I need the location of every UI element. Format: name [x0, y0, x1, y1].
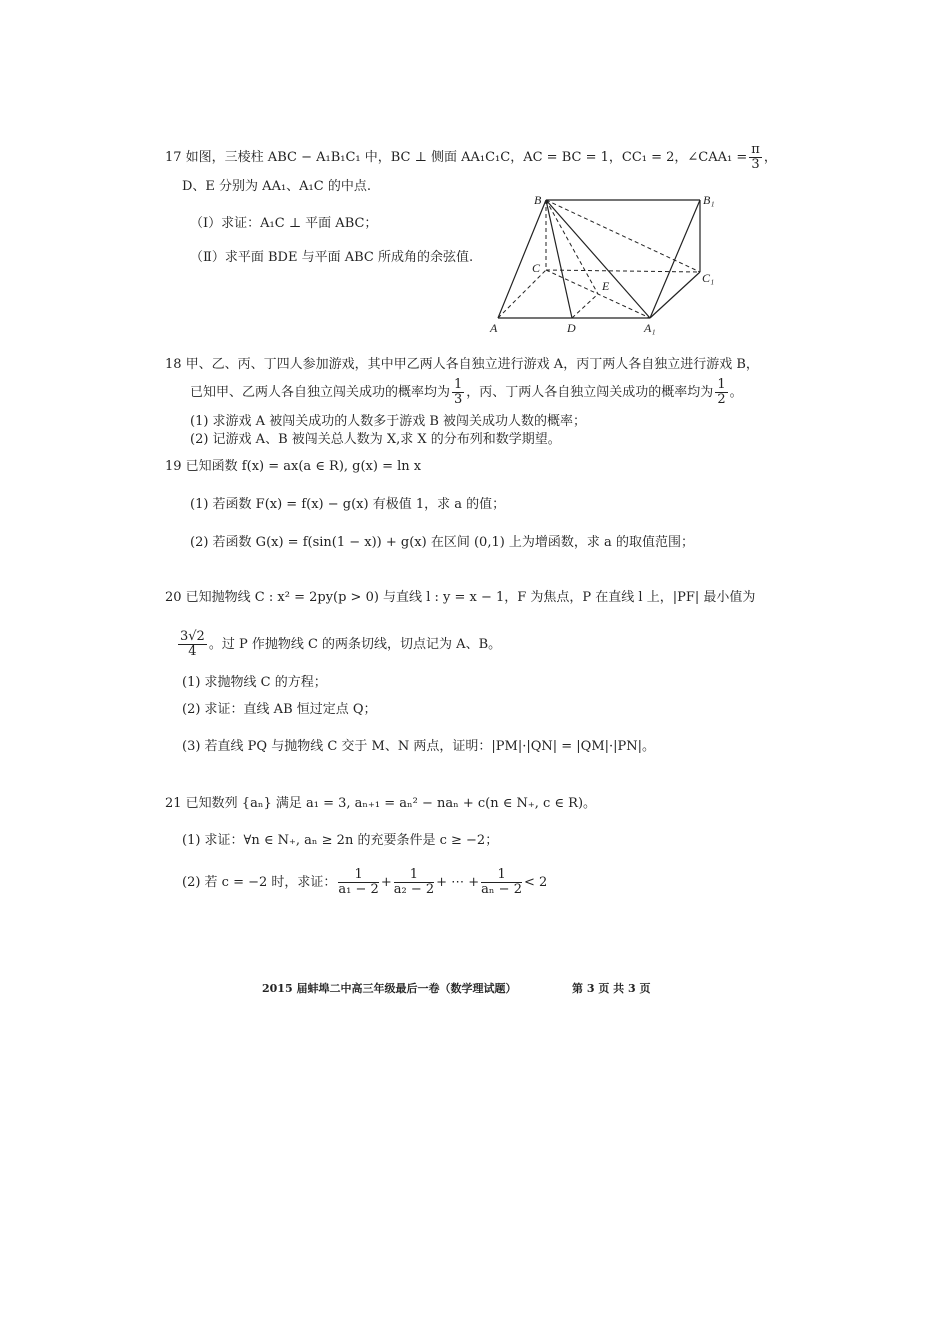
q20-line2: $\frac{3√2}{4}$ 。过 P 作抛物线 C 的两条切线，切点记为 A、B。	[180, 629, 502, 659]
edge-B1-A1	[650, 200, 700, 318]
q20-stem: 20 已知抛物线 C : x² = 2py(p > 0) 与直线 l : y = x − 1，F 为焦点，P 在直线 l 上，|PF| 最小值为	[165, 590, 756, 605]
q17-line2: D、E 分别为 AA₁、A₁C 的中点.	[182, 179, 371, 194]
label-C1: C₁	[702, 271, 715, 285]
q21-part1: (1) 求证：∀n ∈ N₊, aₙ ≥ 2n 的充要条件是 c ≥ −2；	[182, 833, 499, 848]
q19-part2: (2) 若函数 G(x) = f(sin(1 − x)) + g(x) 在区间 (0,1) 上为增函数，求 a 的取值范围；	[190, 535, 694, 550]
q21-part2: (2) 若 c = −2 时，求证： $\frac{1}{\text{a₁ − 2}}$ + $\frac{1}{\text{a₂ − 2}}$ + ⋯ + $\frac{1}{\text{aₙ − 2}}$ < 2	[182, 867, 548, 897]
footer-title: 2015 届蚌埠二中高三年级最后一卷（数学理试题）	[262, 982, 517, 995]
q18-part1: (1) 求游戏 A 被闯关成功的人数多于游戏 B 被闯关成功人数的概率；	[190, 414, 587, 429]
q18-part2: (2) 记游戏 A、B 被闯关总人数为 X,求 X 的分布列和数学期望。	[190, 432, 561, 447]
edge-D-E	[572, 294, 598, 318]
q20-min-fraction: $\frac{3√2}{4}$	[180, 629, 205, 659]
label-B1: B₁	[703, 193, 715, 207]
q21-stem: 21 已知数列 {aₙ} 满足 a₁ = 3, aₙ₊₁ = aₙ² − naₙ + c(n ∈ N₊, c ∈ R)。	[165, 796, 597, 811]
q18-prob-a-fraction: $\frac{1}{3}$	[454, 377, 463, 407]
edge-B-A1	[546, 200, 650, 318]
footer-page-number: 第 3 页 共 3 页	[572, 982, 651, 995]
q21-term2-fraction: $\frac{1}{\text{a₂ − 2}}$	[393, 867, 435, 897]
label-B: B	[534, 193, 542, 207]
q19-part1: (1) 若函数 F(x) = f(x) − g(x) 有极值 1，求 a 的值；	[190, 497, 506, 512]
q17-stem: 17 如图，三棱柱 ABC − A₁B₁C₁ 中，BC ⊥ 侧面 AA₁C₁C，AC = BC = 1，CC₁ = 2，∠CAA₁ = $\frac{\pi}{3}$ ，	[165, 142, 777, 172]
q18-line2: 已知甲、乙两人各自独立闯关成功的概率均为 $\frac{1}{3}$ ，丙、丁两人各自独立闯关成功的概率均为 $\frac{1}{2}$ 。	[190, 377, 743, 407]
edge-B-D	[546, 200, 572, 318]
q17-angle-fraction: $\frac{\pi}{3}$	[751, 142, 760, 172]
label-A1: A₁	[644, 321, 656, 335]
edge-B-C1	[546, 200, 700, 272]
label-C: C	[532, 261, 541, 275]
q20-part3: (3) 若直线 PQ 与抛物线 C 交于 M、N 两点，证明：|PM|·|QN| = |QM|·|PN|。	[182, 739, 656, 754]
q17-part2: （Ⅱ）求平面 BDE 与平面 ABC 所成角的余弦值.	[190, 250, 474, 265]
q19-stem: 19 已知函数 f(x) = ax(a ∈ R), g(x) = ln x	[165, 459, 422, 474]
q21-term3-fraction: $\frac{1}{\text{aₙ − 2}}$	[481, 867, 522, 897]
edge-C-C1	[546, 270, 700, 272]
q21-term1-fraction: $\frac{1}{\text{a₁ − 2}}$	[338, 867, 379, 897]
label-A: A	[490, 321, 498, 335]
edge-A-C	[498, 270, 546, 318]
edge-B-E	[546, 200, 598, 294]
label-D: D	[567, 321, 576, 335]
q20-part2: (2) 求证：直线 AB 恒过定点 Q；	[182, 702, 377, 717]
prism-figure	[488, 190, 720, 338]
q18-stem: 18 甲、乙、丙、丁四人参加游戏，其中甲乙两人各自独立进行游戏 A，丙丁两人各自独立进行游戏 B，	[165, 357, 759, 372]
edge-A-B	[498, 200, 546, 318]
q18-prob-b-fraction: $\frac{1}{2}$	[717, 377, 726, 407]
q20-part1: (1) 求抛物线 C 的方程；	[182, 675, 327, 690]
label-E: E	[602, 279, 610, 293]
q17-part1: （Ⅰ）求证：A₁C ⊥ 平面 ABC；	[190, 216, 378, 231]
q17-stem-text: 17 如图，三棱柱 ABC − A₁B₁C₁ 中，BC ⊥ 侧面 AA₁C₁C，AC = BC = 1，CC₁ = 2，∠CAA₁ =	[165, 150, 748, 165]
edge-C1-A1	[650, 272, 700, 318]
